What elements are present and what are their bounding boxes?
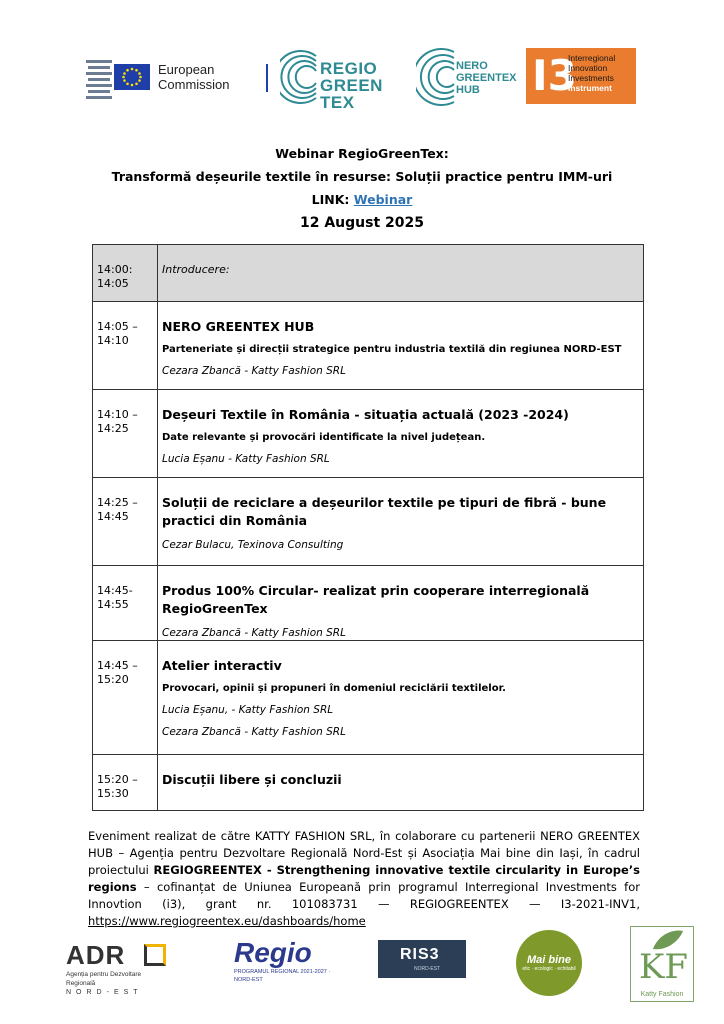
time-line: 14:05 – [97, 320, 138, 333]
i3-logo [526, 48, 636, 104]
ec-line2: Commission [158, 77, 230, 92]
webinar-date: 12 August 2025 [299, 215, 424, 231]
webinar-subtitle: Transformă deșeurile textile în resurse: Soluții practice pentru IMM-uri [111, 169, 613, 184]
project-name: REGIOGREENTEX - Strengthening innovative textile circularity in Europe’s regions [88, 863, 640, 894]
eu-flag-icon [114, 64, 150, 90]
katty-fashion-logo [630, 926, 694, 1002]
time-line: 14:45 [97, 510, 129, 523]
session-title: Discuții libere și concluzii [162, 772, 342, 787]
mai-bine-logo [516, 930, 582, 996]
session-speaker: Cezar Bulacu, Texinova Consulting [162, 539, 344, 551]
session-speaker: Lucia Eșanu - Katty Fashion SRL [162, 453, 330, 465]
time-line: 15:20 – [97, 773, 138, 786]
nero-greentex-hub-logo [416, 44, 524, 110]
adr-region: NORD-EST [66, 989, 143, 996]
agenda-description [158, 641, 644, 755]
agenda-time [93, 245, 158, 302]
ec-building-icon [86, 54, 112, 100]
adr-square-icon [144, 944, 166, 966]
agenda-row [93, 566, 644, 641]
kf-caption: Katty Fashion [640, 991, 684, 998]
title-block [0, 146, 724, 232]
nero-wordmark [456, 60, 517, 96]
session-speaker: Cezara Zbancă - Katty Fashion SRL [162, 627, 346, 639]
regio-caption: PROGRAMUL REGIONAL 2021-2027 · NORD-EST [234, 969, 331, 983]
ngh-line2: GREENTEX [456, 72, 517, 84]
webinar-link[interactable]: Webinar [353, 192, 413, 207]
agenda-time [93, 390, 158, 478]
footer-part2: – cofinanțat de Uniunea Europeană prin programul Interregional Investments for Innovtion (i3), grant nr. 101083731 — REGIOGREENTEX — I3-2021-INV1, [88, 880, 640, 911]
time-line: 14:00: [97, 263, 133, 276]
event-description [88, 828, 640, 930]
time-line: 14:55 [97, 598, 129, 611]
agenda-row [93, 302, 644, 390]
maibine-caption: etic · ecologic · echitabil [522, 966, 576, 972]
regiogreentex-swirl-icon [280, 46, 320, 108]
time-line: 15:20 [97, 673, 129, 686]
session-title: NERO GREENTEX HUB [162, 319, 315, 334]
session-title: Deșeuri Textile în România - situația actuală (2023 -2024) [162, 407, 569, 422]
rgt-line1: REGIO [320, 59, 378, 78]
maibine-mark: Mai bine [526, 954, 571, 966]
session-title: Produs 100% Circular- realizat prin cooperare interregională RegioGreenTex [162, 583, 590, 616]
session-speaker: Cezara Zbancă - Katty Fashion SRL [162, 726, 346, 738]
time-line: 14:25 – [97, 496, 138, 509]
agenda-time [93, 478, 158, 566]
ngh-line1: NERO [456, 60, 488, 72]
agenda-row [93, 478, 644, 566]
i3-wordmark [568, 53, 615, 93]
agenda-description [158, 390, 644, 478]
time-line: 14:25 [97, 422, 129, 435]
nero-swirl-icon [416, 44, 456, 110]
i3-mark: I3 [532, 51, 577, 100]
agenda-table [92, 244, 644, 811]
session-title: Soluții de reciclare a deșeurilor textile pe tipuri de fibră - bune practici din România [162, 495, 607, 528]
session-subtitle: Parteneriate și direcții strategice pentru industria textilă din regiunea NORD-EST [162, 344, 622, 355]
ec-line1: European [158, 62, 215, 77]
time-line: 15:30 [97, 787, 129, 800]
session-subtitle: Provocari, opinii și propuneri în domeniul reciclării textilelor. [162, 683, 506, 694]
time-line: 14:45 – [97, 659, 138, 672]
european-commission-logo [86, 52, 270, 102]
footer-part1: Eveniment realizat de către KATTY FASHION SRL, în colaborare cu partenerii NERO GREENTEX HUB – Agenția pentru Dezvoltare Regională Nord-Est și Asociația Mai bine din Iași, în cadrul proiectului [88, 829, 640, 877]
time-line: 14:05 [97, 277, 129, 290]
i3-line1: Interregional [568, 53, 616, 63]
session-title: Atelier interactiv [162, 658, 282, 673]
i3-line3: Investments [568, 73, 614, 83]
time-line: 14:10 – [97, 408, 138, 421]
agenda-description [158, 566, 644, 641]
regio-mark: Regio [234, 937, 312, 968]
partner-logos [64, 926, 694, 1004]
agenda-row [93, 641, 644, 755]
adr-nord-est-logo [66, 940, 170, 1000]
webinar-title: Webinar RegioGreenTex: [275, 146, 449, 161]
adr-fullname: Agenția pentru Dezvoltare Regională [66, 971, 142, 987]
regio-program-logo [234, 937, 338, 983]
agenda-row [93, 245, 644, 302]
ris3-caption: NORD-EST [414, 966, 441, 972]
intro-label: Introducere: [162, 263, 230, 276]
regiogreentex-logo [280, 46, 408, 112]
session-speaker: Cezara Zbancă - Katty Fashion SRL [162, 365, 346, 377]
agenda-description [158, 302, 644, 390]
agenda-time [93, 566, 158, 641]
agenda-description [158, 245, 644, 302]
regiogreentex-wordmark [320, 60, 408, 111]
link-prefix: LINK: [311, 192, 354, 207]
agenda-description [158, 755, 644, 811]
agenda-time [93, 302, 158, 390]
session-subtitle: Date relevante și provocări identificate la nivel județean. [162, 432, 486, 443]
webinar-link-line [0, 192, 724, 208]
header-logos [86, 44, 642, 110]
project-website-link[interactable]: https://www.regiogreentex.eu/dashboards/home [88, 914, 366, 928]
ris3-mark: RIS3 [400, 946, 440, 963]
session-speaker: Lucia Eșanu, - Katty Fashion SRL [162, 704, 334, 716]
agenda-time [93, 641, 158, 755]
ec-wordmark [158, 62, 230, 92]
time-line: 14:45- [97, 584, 133, 597]
agenda-time [93, 755, 158, 811]
ris3-logo [378, 940, 466, 978]
adr-mark: ADR [66, 940, 126, 970]
time-line: 14:10 [97, 334, 129, 347]
i3-line2: Innovation [568, 63, 608, 73]
ec-separator [266, 64, 268, 92]
agenda-description [158, 478, 644, 566]
i3-line4: Instrument [568, 83, 612, 93]
agenda-row [93, 390, 644, 478]
rgt-line2: GREEN TEX [320, 76, 383, 112]
agenda-row [93, 755, 644, 811]
kf-mark: KF [639, 947, 688, 987]
ngh-line3: HUB [456, 84, 480, 96]
